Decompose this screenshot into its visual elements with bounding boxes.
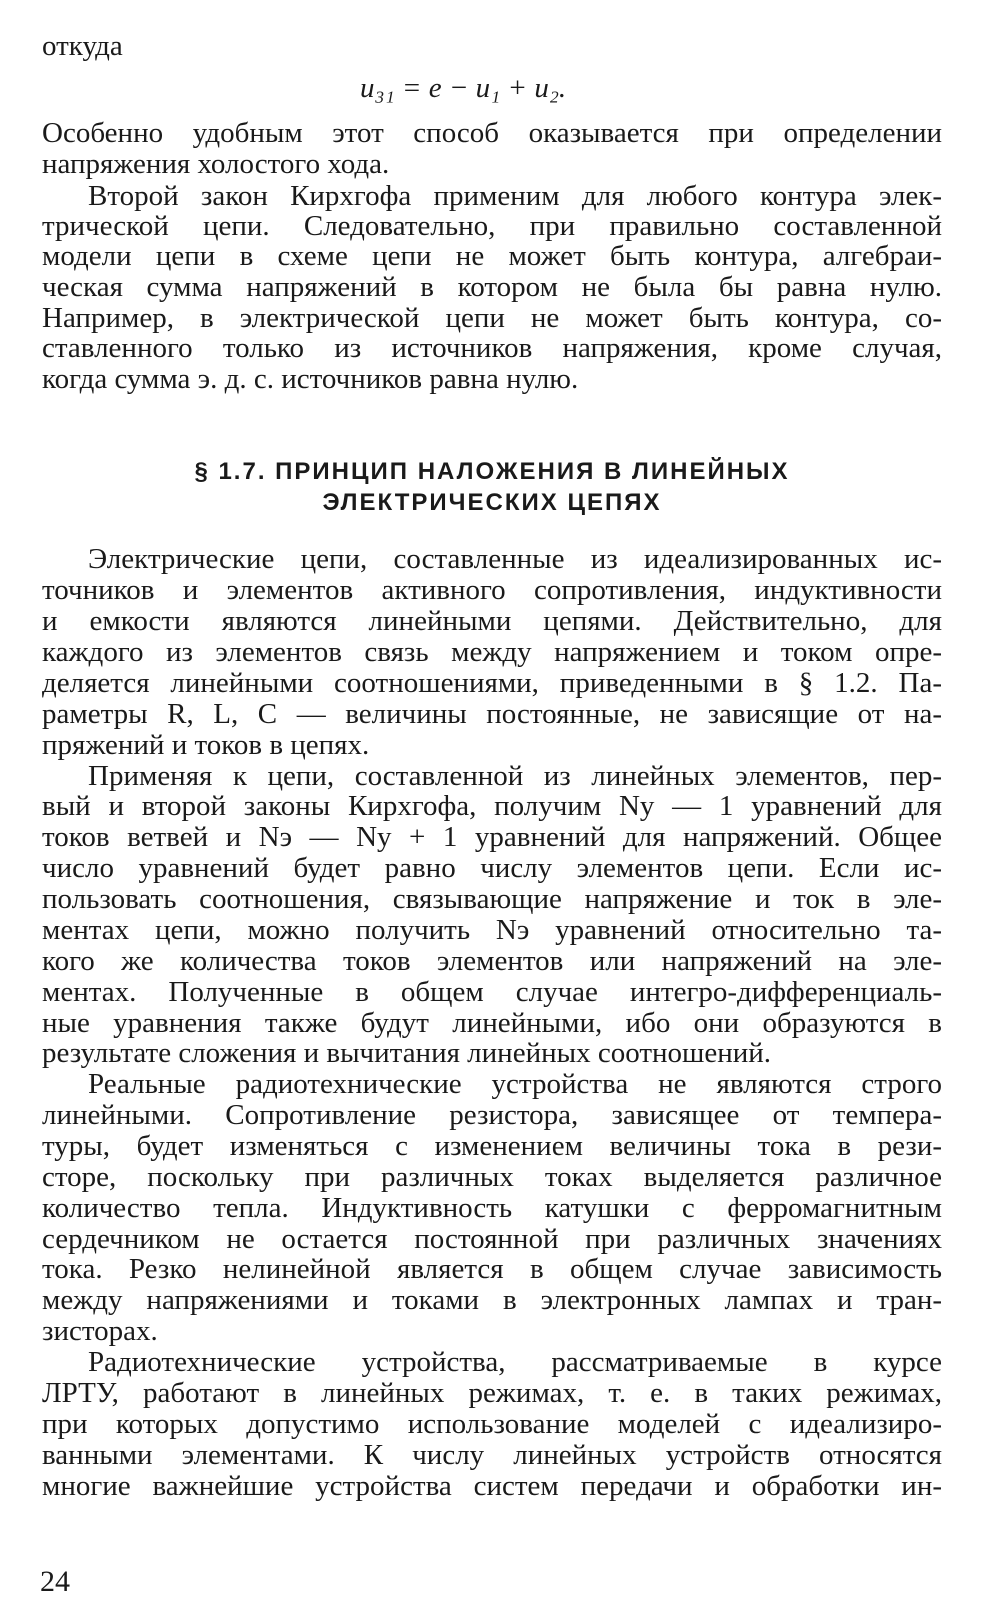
text-line: Радиотехнические устройства, рассматриваемые в курсе <box>88 1346 942 1378</box>
text-line: сторе, поскольку при различных токах выделяется различное <box>42 1161 942 1193</box>
text-line: ванными элементами. К числу линейных устройств относятся <box>42 1439 942 1471</box>
text-line: при которых допустимо использование моделей с идеализиро- <box>42 1408 942 1440</box>
text-line: зисторах. <box>42 1315 158 1347</box>
text-line: токов ветвей и Nэ — Nу + 1 уравнений для напряжений. Общее <box>42 821 942 853</box>
text-line: Второй закон Кирхгофа применим для любого контура элек- <box>88 180 942 212</box>
text-line: многие важнейшие устройства систем передачи и обработки ин- <box>42 1470 942 1502</box>
text-line: раметры R, L, C — величины постоянные, не зависящие от на- <box>42 698 942 730</box>
text-line: кого же количества токов элементов или напряжений на эле- <box>42 945 942 977</box>
text-line: тока. Резко нелинейной является в общем случае зависимость <box>42 1253 942 1285</box>
text-line: туры, будет изменяться с изменением величины тока в рези- <box>42 1130 942 1162</box>
text-line: пряжений и токов в цепях. <box>42 729 370 761</box>
text-line: число уравнений будет равно числу элементов цепи. Если ис- <box>42 852 942 884</box>
text-line: и емкости являются линейными цепями. Действительно, для <box>42 605 942 637</box>
text-line: количество тепла. Индуктивность катушки с ферромагнитным <box>42 1192 942 1224</box>
text-line: ческая сумма напряжений в котором не была бы равна нулю. <box>42 271 942 303</box>
text-line: пользовать соотношения, связывающие напряжение и ток в эле- <box>42 883 942 915</box>
text-line: трической цепи. Следовательно, при правильно составленной <box>42 210 942 242</box>
formula: u₃₁ = e − u₁ + u₂. <box>360 72 567 104</box>
page-number: 24 <box>40 1565 70 1598</box>
text-line: точников и элементов активного сопротивления, индуктивности <box>42 574 942 606</box>
text-line: откуда <box>42 30 123 62</box>
text-line: Реальные радиотехнические устройства не являются строго <box>88 1068 942 1100</box>
text-line: Применяя к цепи, составленной из линейных элементов, пер- <box>88 760 942 792</box>
text-line: результате сложения и вычитания линейных соотношений. <box>42 1037 772 1069</box>
text-line: между напряжениями и токами в электронных лампах и тран- <box>42 1284 942 1316</box>
text-line: деляется линейными соотношениями, приведенными в § 1.2. Па- <box>42 667 942 699</box>
text-line: Например, в электрической цепи не может быть контура, со- <box>42 302 942 334</box>
text-line: ные уравнения также будут линейными, ибо они образуются в <box>42 1007 942 1039</box>
text-line: модели цепи в схеме цепи не может быть контура, алгебраи- <box>42 240 942 272</box>
text-line: ставленного только из источников напряжения, кроме случая, <box>42 332 942 364</box>
section-heading-line-1: § 1.7. ПРИНЦИП НАЛОЖЕНИЯ В ЛИНЕЙНЫХ <box>194 458 790 485</box>
text-line: ЛРТУ, работают в линейных режимах, т. е. в таких режимах, <box>42 1377 942 1409</box>
text-line: сердечником не остается постоянной при различных значениях <box>42 1223 942 1255</box>
section-heading-line-2: ЭЛЕКТРИЧЕСКИХ ЦЕПЯХ <box>322 489 662 516</box>
text-line: напряжения холостого хода. <box>42 148 390 180</box>
text-line: ментах цепи, можно получить Nэ уравнений относительно та- <box>42 914 942 946</box>
text-line: линейными. Сопротивление резистора, зависящее от темпера- <box>42 1099 942 1131</box>
text-line: ментах. Полученные в общем случае интегро-дифференциаль- <box>42 976 942 1008</box>
text-line: каждого из элементов связь между напряжением и током опре- <box>42 636 942 668</box>
text-line: когда сумма э. д. с. источников равна нулю. <box>42 363 579 395</box>
text-line: Электрические цепи, составленные из идеализированных ис- <box>88 543 942 575</box>
text-line: вый и второй законы Кирхгофа, получим Nу — 1 уравнений для <box>42 790 942 822</box>
text-line: Особенно удобным этот способ оказывается при определении <box>42 117 942 149</box>
